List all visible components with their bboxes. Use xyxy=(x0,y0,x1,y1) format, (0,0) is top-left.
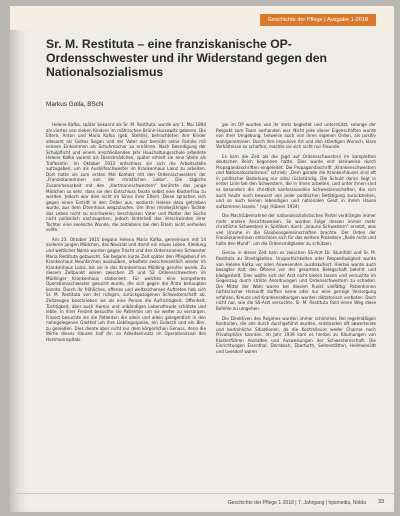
article-column-left xyxy=(46,122,206,494)
page-number: 33 xyxy=(378,499,384,505)
paragraph: Die Machtübernahme der nationalsozialistischen Partei verdrängte immer mehr andere Ansichtsweisen. So wurden Folge dessen immer mehr christliche Schwestern in Spitälern durch „braune Schwestern“ ersetzt, was viel Unruhe in die Glaubensgemeinschaften brachte. Der Orden der Franziskanerinnen entschloss sich für das weitere Prozedere „Rede nicht und halte den Mund“, um die Ordensmitglieder zu schützen. xyxy=(216,213,376,246)
paragraph: Helene Kafka, später bekannt als Sr. M. Restituta, wurde am 1. Mai 1894 als viertes von sieben Kindern im mährischen Brünn-Hussowitz geboren. Die Eltern, Anton und Maria Kafka (geb. Stehlik), betrachteten ihre Kinder allesamt als Gottes Segen und der Vater war bemüht seine Familie mit seinem Einkommen als Schuhmacher zu ernähren. Nach Beendigung der Schulpflicht und einem anschließenden Jahr Haushaltungsschule arbeitete Helene Kafka vorerst als Dienstmädchen, später erhielt sie eine Stelle als Trafikantin. Im Oktober 1913 entschloss sie sich die Arbeitsstelle aufzugeben, um als Aushilfsschwester im Krankenhaus Lainz zu arbeiten. Dort hatte sie zum ersten Mal Kontakt mit den Ordensschwestern der „Franziskanerinnen von der christlichen Liebe“. Die tägliche Zusammenarbeit mit den „Hartmannschwestern“ berührte das junge Mädchen so sehr, dass sie den Entschluss fasste selbst eine Klosterfrau zu werden. Jedoch war dies nicht im Sinne ihrer Eltern. Diese sprachen sich gegen einen Eintritt in den Orden aus, wodurch Helene dazu getrieben wurde, aus dem Elternhaus wegzulaufen. Um ihrer minderjährigen Tochter das Leben nicht zu erschweren, beschlossen Vater und Mutter der Suche nicht polizeilich nachzugehen, jedoch hinterließ das Verschwinden ihrer Tochter eine seelische Wunde, die zeitlebens bei den Eltern nicht verheilen sollte. xyxy=(46,122,206,233)
paragraph: Es kam die Zeit als die Jagd auf Ordensschwestern im kompletten deutschen Reich begonnen hatte. Dies wurde erst kleinweise durch Propagandaschriften eingeleitet. Die Propagandaschrift „Krankenschwestern und Nationalsozialismus“ schrieb: „Dem gerade die Krankenhäuser sind oft in politischer Beziehung nur allzu rückständig. Die Schuld daran liegt in erster Linie bei den Schwestern, die in ihnen arbeiten, und unter ihnen sind es besonders die christlich konfessionellen Schwesternschaften, die sich auch heute noch bewusst von jeder politischen Betätigung zurückziehen, und so auch keinen lebendigen und nationalen Geist in ihrem Hause aufkommen lassen.“ (vgl. Hübner 1934) xyxy=(216,153,376,209)
article-title: Sr. M. Restituta – eine franziskanische OP-Ordensschwester und ihr Widerstand gegen den Nationalsozialismus xyxy=(46,37,327,80)
page-footer xyxy=(10,493,394,512)
paragraph: gie im OP wurden von ihr stets begleitet und unterstützt, solange der Respekt zum Team vorhanden war. Nicht jede dieser Eigenschaften wurde von ihrer Umgebung, teilweise auch von ihren eigenen Orden, als positiv wahrgenommen. Durch ihre impulsive Art und den ständigen Wunsch, klare Verhältnisse zu schaffen, machte sie sich nicht nur Freunde. xyxy=(216,122,376,150)
paragraph: Die Direktiven des Regimes wurden immer schlimmer. Bei regelmäßigen Kontrollen, die alle durch durchgeführt wurden, entstanden oft abwertende und bedrohliche Situationen, da die Kontrolleure weder Charme noch Privatsphäre kannten. Im Jahr 1939 kam es hierbei zu Räumungen von Klosterführen Anstalten und Ausweisungen der Schwesternschaft. Die Einrichtungen Eisenthal, Dornbach, Eberfurth, Seitenstätten, Hellmonsödt und Leesdorf waren xyxy=(216,315,376,354)
paragraph: Genau in dieser Zeit kam es zwischen SS-Arzt Dr. Stumfohl und Sr. M. Restituta zu Streitigkeiten. Unsportlichkeiten oder Respektlosigkeit wurde von Helene Kafka vor allen Anwesenden ausdiskutiert. Hierbei wurde auch besagter Arzt des Öfteren vor der gesamten Belegschaft belehrt und bloßgestellt. Dies wollte sich der Arzt nicht bieten lassen und versuchte im Gegenzug durch strikte Anordnungen und Ordensschwestern zu schaden. Die Mittel der Wahl waren bei diesem Punkt vielfältig: Patientinnen nichtarischer Herkunft durften keine oder nur eine geringe Versorgung erfahren, Kreuze und Krankensalbungen wurden diktatorisch verboten. Doch nicht nur, wie die SS-Arzt versuchte, Sr. M. Restituta fand einen Weg diese Befehle zu umgehen. xyxy=(216,250,376,311)
section-tab: Geschichte der Pflege | Ausgabe 1·2018 xyxy=(260,14,376,26)
magazine-page xyxy=(10,6,394,512)
article-author: Markus Golla, BScN xyxy=(46,101,104,108)
header-band xyxy=(10,6,394,30)
article-column-right xyxy=(216,122,376,494)
footer-journal-info: Geschichte der Pflege 1·2018 | 7. Jahrgang | hpsmedia, Nidda xyxy=(227,500,366,506)
paragraph: Am 23. Oktober 1915 begann Helena Maria Kafka, gemeinsam mit 14 anderen jungen Mädchen, das Noviziat und damit ein neues Leben. Kleidung und weltlicher Name wurden gegen Tracht und den Ordensnamen Schwester Maria Restituta getauscht. Sie begann kurze Zeit später den Pflegeberuf im Krankenhaus Neunkirchen auszuüben, arbeitete zwischenzeitlich wieder im Krankenhaus Lainz, bis sie in das Krankenhaus Mödling gerufen wurde. Zu diesem Zeitpunkt waren zwischen 25 und 52 Ordensschwestern im Mödlinger Krankenhaus stationiert. Für welches eine kompetente Operationsschwester gesucht wurde, die sich gegen die Ärzte behaupten konnte. Durch ihr fröhliches, offenes und weltzsichernes Auftreten hob sich Sr. M. Restituta von der ruhigen, zurückgezogenen Schwesterschaft ab. Zeitzeugen beschrieben sie als eine Person die Aufrichtigkeit, Offenheit, Tüchtigkeit, aber auch Humor und unbändigen Lebensfreude schätzte und lebte. In ihrer Freizeit besuchte sie Patienten um sie weiter zu versorgen. Frisiert besuchte sie die Patienten die allein und allein gelegentlich in den nahegelegenen Gasthof um ihre Lieblingsspeise, ein Gulasch und ein Bier, zu genießen. Dies diente aber nicht nur dem körperlichen Genuss, denn die Wirtin dieses Hauses half ihr, so Arbeitseinsatz im Operationssaal des Hartmannspitals. xyxy=(46,236,206,342)
